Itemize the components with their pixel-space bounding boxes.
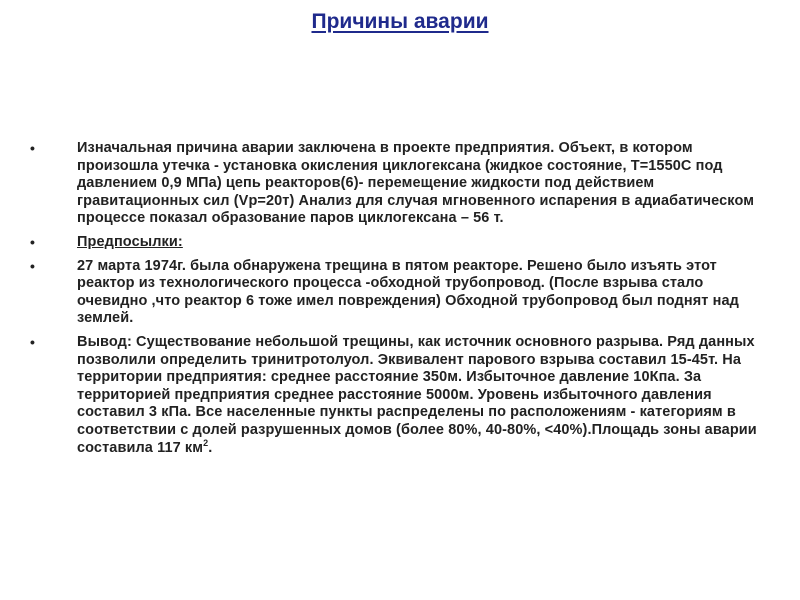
slide-title-text: Причины аварии xyxy=(311,10,489,33)
bullet-item-prerequisites xyxy=(30,234,760,252)
bullet-item-cause xyxy=(30,140,760,228)
bullet-text-cause: Изначальная причина аварии заключена в проекте предприятия. Объект, в котором произошла утечка - установка окисления циклогексана (жидкое состояние, Т=1550С под давлением 0,9 МПа) цепь реакторов(6)- перемещение жидкости под действием гравитационных сил (Vр=20т) Анализ для случая мгновенного испарения в адиабатическом процессе показал образование паров циклогексана – 56 т. xyxy=(77,140,755,227)
bullet-text-conclusion-suffix: . xyxy=(208,439,213,456)
bullet-icon: • xyxy=(30,233,36,250)
bullet-text-conclusion: Вывод: Существование небольшой трещины, как источник основного разрыва. Ряд данных позволили определить тринитротолуол. Эквивалент парового взрыва составил 15-45т. На территории предприятия: среднее расстояние 350м. Избыточное давление 10Кпа. За территорией предприятия среднее расстояние 5000м. Уровень избыточного давления составил 3 кПа. Все населенные пункты распределены по расположениям - категориям в соответствии с долей разрушенных домов (более 80%, 40-80%, <40%).Площадь зоны аварии составила 117 км xyxy=(77,333,757,456)
bullet-item-crack xyxy=(30,258,760,328)
superscript-two: 2 xyxy=(203,437,209,448)
bullet-icon: • xyxy=(30,257,36,274)
bullet-text-prerequisites: Предпосылки: xyxy=(77,233,183,250)
bullet-list xyxy=(30,140,760,463)
bullet-icon: • xyxy=(30,140,36,156)
bullet-text-crack: 27 марта 1974г. была обнаружена трещина в пятом реакторе. Решено было изъять этот реактор из технологического процесса -обходной трубопровод. (После взрыва стало очевидно ,что реактор 6 тоже имел повреждения) Обходной трубопровод был поднят над землей. xyxy=(77,257,739,327)
bullet-icon: • xyxy=(30,333,36,350)
bullet-item-conclusion xyxy=(30,334,760,457)
slide-title xyxy=(0,8,800,36)
